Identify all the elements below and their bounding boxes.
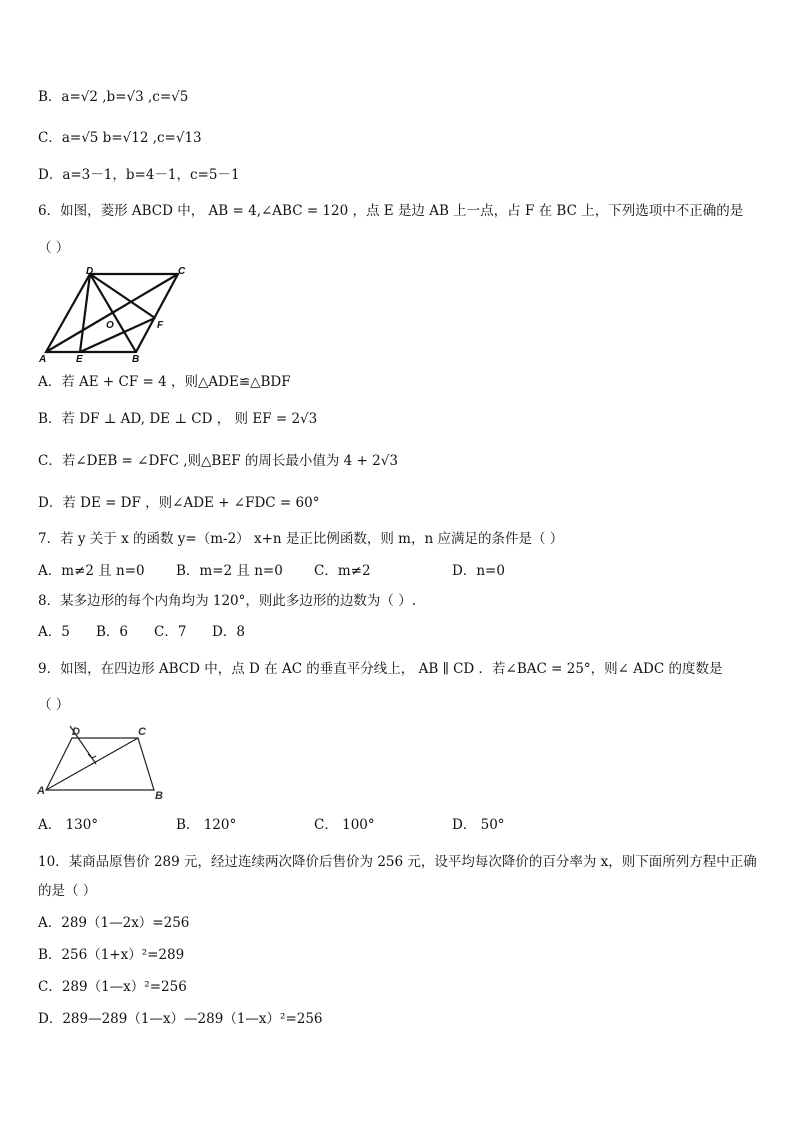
q10-option-c: C．289（1—x）²=256: [38, 979, 187, 995]
q9-option-d: D． 50°: [452, 817, 505, 833]
label-d: D: [86, 266, 94, 277]
label-b: B: [155, 790, 163, 802]
q5-option-d: D．a=3－1，b=4－1，c=5－1: [38, 167, 240, 183]
q9-quadrilateral-figure: [34, 722, 174, 802]
q9-bracket: （ ）: [38, 697, 70, 713]
diagonal-bd: [90, 274, 136, 352]
q6-bracket: （ ）: [38, 240, 70, 256]
q10-stem-line2: 的是（ ）: [38, 883, 97, 899]
label-c: C: [138, 726, 146, 738]
q10-option-b: B．256（1+x）²=289: [38, 947, 185, 963]
q8-option-c: C．7: [154, 624, 187, 640]
quadrilateral-abcd: [46, 738, 154, 790]
q6-option-a: A．若 AE + CF = 4 ，则△ADE≌△BDF: [38, 374, 291, 390]
label-e: E: [76, 354, 83, 365]
q10-option-d: D．289—289（1—x）—289（1—x）²=256: [38, 1011, 323, 1027]
q10-option-a: A．289（1—2x）=256: [38, 915, 190, 931]
q8-option-a: A．5: [38, 624, 70, 640]
label-d: D: [72, 726, 80, 738]
q10-stem-line1: 10．某商品原售价 289 元，经过连续两次降价后售价为 256 元，设平均每次降价的百分率为 x，则下面所列方程中正确: [38, 854, 757, 870]
segment-de: [80, 274, 90, 352]
label-c: C: [178, 266, 186, 277]
q7-option-a: A．m≠2 且 n=0: [38, 563, 145, 579]
q8-stem: 8．某多边形的每个内角均为 120°，则此多边形的边数为（ ）.: [38, 593, 416, 609]
q6-option-d: D．若 DE = DF ，则∠ADE + ∠FDC = 60°: [38, 495, 320, 511]
q9-stem: 9．如图，在四边形 ABCD 中，点 D 在 AC 的垂直平分线上， AB ∥ CD ．若∠BAC = 25°，则∠ ADC 的度数是: [38, 661, 723, 677]
q6-option-c: C．若∠DEB = ∠DFC ,则△BEF 的周长最小值为 4 + 2√3: [38, 453, 398, 469]
q8-option-b: B．6: [96, 624, 129, 640]
label-b: B: [132, 354, 140, 365]
q5-option-c: C．a=√5 b=√12 ,c=√13: [38, 130, 202, 146]
q9-option-a: A． 130°: [38, 817, 99, 833]
q9-option-c: C． 100°: [314, 817, 375, 833]
label-f: F: [157, 320, 164, 331]
label-o: O: [106, 320, 114, 331]
q7-option-b: B．m=2 且 n=0: [176, 563, 283, 579]
q8-option-d: D．8: [212, 624, 245, 640]
q7-option-c: C．m≠2: [314, 563, 371, 579]
q7-option-d: D．n=0: [452, 563, 505, 579]
q5-option-b: B．a=√2 ,b=√3 ,c=√5: [38, 89, 189, 105]
q7-stem: 7．若 y 关于 x 的函数 y=（m-2） x+n 是正比例函数，则 m，n 应满足的条件是（ ）: [38, 531, 564, 547]
diagonal-ac: [46, 738, 138, 790]
label-a: A: [39, 354, 47, 365]
label-a: A: [37, 785, 45, 797]
q6-rhombus-figure: [36, 266, 196, 366]
segment-ef: [80, 318, 155, 352]
q9-option-b: B． 120°: [176, 817, 237, 833]
segment-df: [90, 274, 155, 318]
q6-option-b: B．若 DF ⊥ AD, DE ⊥ CD ， 则 EF = 2√3: [38, 411, 318, 427]
right-angle-mark: [88, 754, 96, 758]
q6-stem: 6．如图，菱形 ABCD 中， AB = 4,∠ABC = 120 ，点 E 是边 AB 上一点，占 F 在 BC 上，下列选项中不正确的是: [38, 203, 744, 219]
